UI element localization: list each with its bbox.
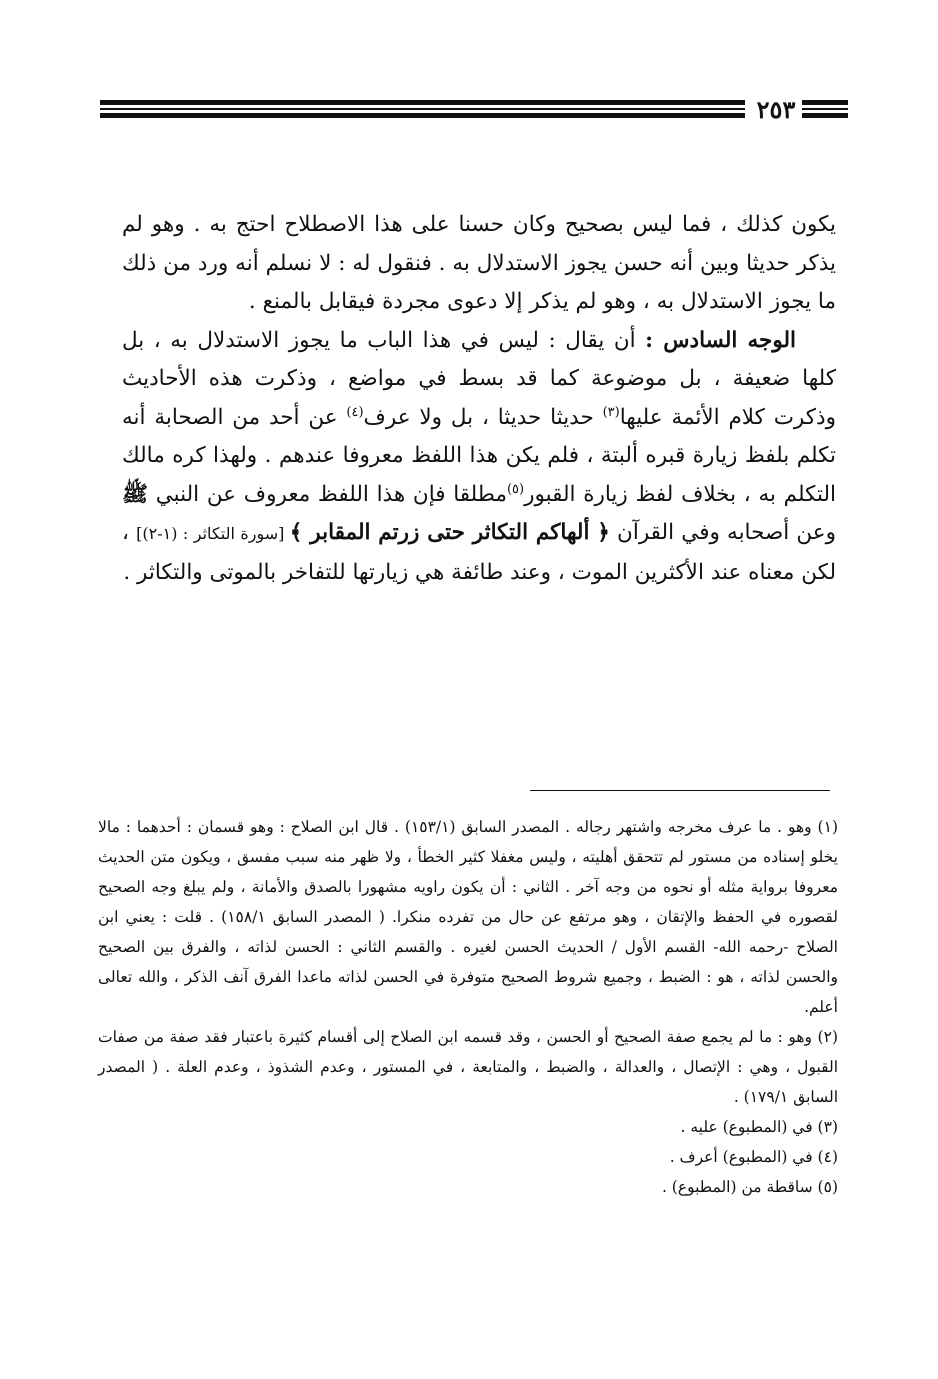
surah-reference: [سورة التكاثر : (١-٢)]	[136, 524, 290, 543]
main-text	[122, 206, 836, 592]
footnote-4: (٤) في (المطبوع) أعرف .	[669, 1148, 838, 1166]
footnote-ref-3[interactable]: (٣)	[602, 404, 620, 420]
honorific-glyph: ﷺ	[122, 481, 148, 507]
paragraph-2-text-f: ، لكن معناه عند الأكثرين الموت ، وعند طائفة هي زيارتها للتفاخر بالموتى والتكاثر .	[122, 520, 836, 585]
section-heading: الوجه السادس :	[645, 327, 796, 353]
header-rule-right	[802, 100, 848, 120]
footnote-1: (١) وهو . ما عرف مخرجه واشتهر رجاله . المصدر السابق (١٥٣/١) . قال ابن الصلاح : وهو قسمان : أحدهما : مالا يخلو إسناده من مستور لم تتحقق أهليته ، وليس مغفلا كثير الخطأ ، ولا ظهر منه سبب مفسق ، ويكون متن الحديث معروفا برواية مثله أو نحوه من وجه آخر . الثاني : أن يكون راويه مشهورا بالصدق والأمانة ، ولم يبلغ وجه الصحيح لقصوره في الحفظ والإتقان ، وهو مرتفع عن حال من تفرده منكرا. ( المصدر السابق ١٥٨/١) . قلت : يعني ابن الصلاح -رحمه الله- القسم الأول / الحديث الحسن لغيره . والقسم الثاني : الحسن لذاته ، والفرق بين الصحيح والحسن لذاته ، هو : الضبط ، وجميع شروط الصحيح متوفرة في الحسن لذاته ماعدا الفرق آنف الذكر ، والله تعالى أعلم.	[98, 818, 839, 1016]
quran-verse: ﴿ ألهاكم التكاثر حتى زرتم المقابر ﴾	[289, 520, 610, 545]
paragraph-2-text-a: أن يقال : ليس في هذا الباب ما يجوز الاستدلال به ، بل كلها ضعيفة ، بل موضوعة كما قد بسط في مواضع ، وذكرت هذه الأحاديث وذكرت كلام الأئمة عليها	[122, 327, 836, 430]
paragraph-2-text-d: مطلقا فإن هذا اللفظ معروف عن النبي	[147, 481, 507, 507]
footnote-5: (٥) ساقطة من (المطبوع) .	[661, 1178, 838, 1196]
footnote-ref-4[interactable]: (٤)	[346, 404, 364, 420]
footnote-separator	[530, 790, 830, 791]
footnote-2: (٢) وهو : ما لم يجمع صفة الصحيح أو الحسن ، وقد قسمه ابن الصلاح إلى أقسام كثيرة باعتبار فقد صفة من صفات القبول ، وهي : الإتصال ، والعدالة ، والضبط ، والمتابعة ، في المستور ، وعدم الشذوذ ، وعدم العلة . ( المصدر السابق ١٧٩/١) .	[98, 1028, 838, 1106]
page-header	[100, 96, 848, 124]
footnotes	[98, 812, 838, 1202]
paragraph-2-text-b: حديثا حديثا ، بل ولا عرف	[363, 404, 603, 430]
paragraph-2	[122, 322, 836, 593]
paragraph-2-text-e: وعن أصحابه وفي القرآن	[609, 520, 836, 545]
paragraph-1: يكون كذلك ، فما ليس بصحيح وكان حسنا على هذا الاصطلاح احتج به . وهو لم يذكر حديثا وبين أنه حسن يجوز الاستدلال به . فنقول له : لا نسلم أنه ورد من ذلك ما يجوز الاستدلال به ، وهو لم يذكر إلا دعوى مجردة فيقابل بالمنع .	[122, 212, 836, 314]
footnote-ref-5[interactable]: (٥)	[506, 481, 525, 497]
footnote-3: (٣) في (المطبوع) عليه .	[680, 1118, 838, 1136]
page-number: ٢٥٣	[756, 95, 796, 124]
header-rule-left	[100, 100, 745, 120]
paragraph-2-text-c: عن أحد من الصحابة أنه تكلم بلفظ زيارة قبره ألبتة ، فلم يكن هذا اللفظ معروفا عندهم . ولهذا كره مالك التكلم به ، بخلاف لفظ زيارة القبور	[122, 404, 836, 507]
